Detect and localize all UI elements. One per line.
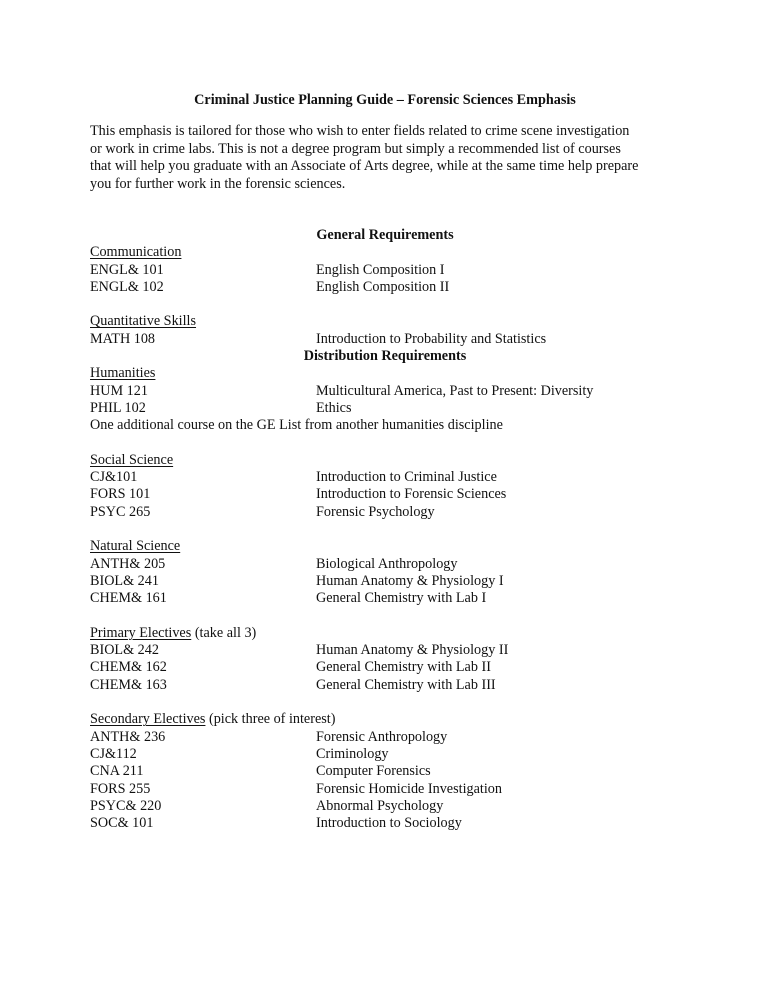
course-name: Criminology [316,745,389,762]
course-name: English Composition II [316,278,450,295]
secondary-electives-qualifier: (pick three of interest) [205,711,336,728]
course-code: ANTH& 205 [90,555,166,572]
natural-science-subheading [90,538,680,555]
course-code: SOC& 101 [90,815,154,832]
course-code: PSYC 265 [90,503,151,520]
course-name: General Chemistry with Lab III [316,676,496,693]
course-row [90,659,680,676]
course-row [90,746,680,763]
course-name: Biological Anthropology [316,555,458,572]
course-code: CHEM& 161 [90,590,167,607]
spacer [90,296,680,313]
social-science-label: Social Science [90,451,174,468]
secondary-electives-label: Secondary Electives [90,711,206,728]
course-code: CHEM& 163 [90,676,167,693]
primary-electives-label: Primary Electives [90,624,192,641]
communication-subheading [90,244,680,261]
course-row [90,677,680,694]
course-code: FORS 255 [90,780,151,797]
course-code: ANTH& 236 [90,728,166,745]
spacer [90,435,680,452]
course-name: English Composition I [316,261,445,278]
course-code: FORS 101 [90,486,151,503]
course-name: Human Anatomy & Physiology II [316,642,509,659]
humanities-label: Humanities [90,365,156,382]
general-requirements-heading: General Requirements [316,227,454,243]
spacer [90,193,680,227]
course-row [90,642,680,659]
course-row [90,573,680,590]
course-code: CJ&112 [90,745,137,762]
course-row [90,400,680,417]
course-code: MATH 108 [90,330,156,347]
social-science-subheading [90,452,680,469]
course-code: HUM 121 [90,382,148,399]
course-name: Forensic Anthropology [316,728,448,745]
course-code: BIOL& 242 [90,642,159,659]
course-row [90,486,680,503]
course-code: ENGL& 101 [90,261,164,278]
primary-electives-qualifier: (take all 3) [191,624,257,641]
course-code: ENGL& 102 [90,278,164,295]
course-name: Computer Forensics [316,763,431,780]
quantitative-subheading [90,313,680,330]
course-name: Ethics [316,399,352,416]
course-row [90,798,680,815]
course-row [90,763,680,780]
course-code: CNA 211 [90,763,144,780]
quantitative-label: Quantitative Skills [90,313,197,330]
course-row [90,279,680,296]
natural-science-label: Natural Science [90,538,181,555]
course-name: Forensic Homicide Investigation [316,780,502,797]
intro-paragraph: This emphasis is tailored for those who wish to enter fields related to crime scene investigation or work in crime labs. This is not a degree program but simply a recommended list of courses that will help you graduate with an Associate of Arts degree, while at the same time help prepare you for further work in the forensic sciences. [90,123,639,192]
course-name: Introduction to Criminal Justice [316,469,497,486]
course-row [90,383,680,400]
spacer [90,694,680,711]
humanities-subheading [90,365,680,382]
course-name: General Chemistry with Lab II [316,659,491,676]
course-code: BIOL& 241 [90,572,159,589]
course-name: Multicultural America, Past to Present: Diversity [316,382,594,399]
course-row [90,729,680,746]
course-name: Abnormal Psychology [316,797,444,814]
course-code: PHIL 102 [90,399,146,416]
course-row [90,469,680,486]
course-name: Introduction to Forensic Sciences [316,486,507,503]
course-row [90,781,680,798]
course-code: CHEM& 162 [90,659,167,676]
course-row [90,590,680,607]
course-code: PSYC& 220 [90,797,162,814]
primary-electives-subheading [90,625,680,642]
document-page [90,90,680,832]
course-name: General Chemistry with Lab I [316,590,487,607]
distribution-requirements-heading: Distribution Requirements [303,348,467,365]
communication-label: Communication [90,244,182,261]
course-row [90,815,680,832]
course-row [90,504,680,521]
spacer [90,521,680,538]
course-row [90,331,680,348]
document-title: Criminal Justice Planning Guide – Forensic Sciences Emphasis [194,92,576,108]
course-name: Introduction to Sociology [316,815,462,832]
course-row [90,556,680,573]
humanities-note: One additional course on the GE List from another humanities discipline [90,417,503,434]
course-row [90,262,680,279]
course-code: CJ&101 [90,469,138,486]
spacer [90,608,680,625]
course-name: Human Anatomy & Physiology I [316,572,504,589]
course-name: Introduction to Probability and Statistics [316,330,547,347]
course-name: Forensic Psychology [316,503,435,520]
secondary-electives-subheading [90,711,680,728]
